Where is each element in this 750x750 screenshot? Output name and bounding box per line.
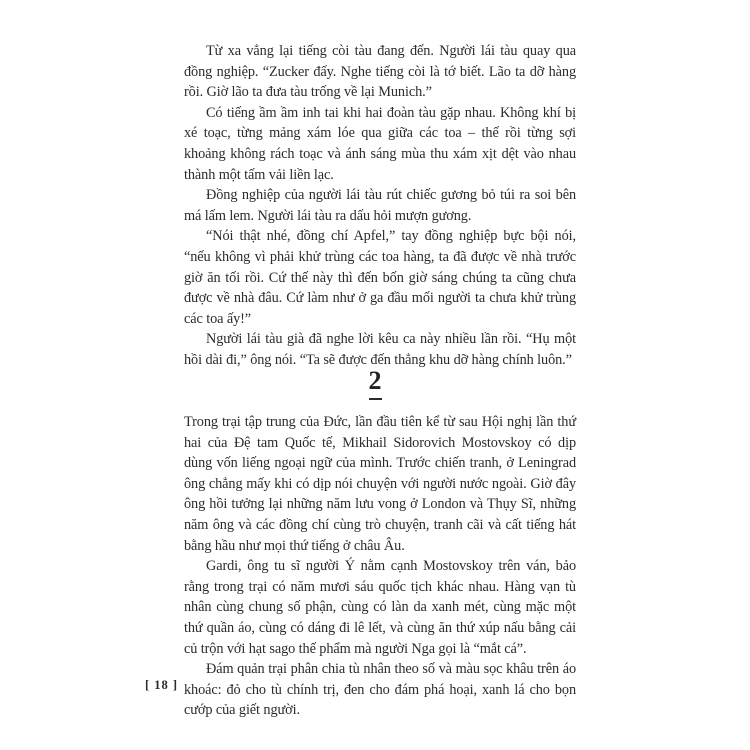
paragraph: Người lái tàu già đã nghe lời kêu ca này nhiều lần rồi. “Hụ một hồi dài đi,” ông nói. “Ta sẽ được đến thẳng khu dỡ hàng chính luôn.” (184, 331, 576, 368)
paragraph: Đồng nghiệp của người lái tàu rút chiếc gương bỏ túi ra soi bên má lấm lem. Người lái tàu ra dấu hỏi mượn gương. (184, 187, 576, 224)
paragraph: Gardi, ông tu sĩ người Ý nằm cạnh Mostovskoy trên ván, bảo rằng trong trại có năm mươi sáu quốc tịch khác nhau. Hàng vạn tù nhân cùng chung số phận, cùng có làn da xanh mét, cùng mặc một thứ quần áo, cùng có dáng đi lê lết, và cùng ăn thứ xúp nấu bằng cải củ trộn với hạt sago thế phẩm mà người Nga gọi là “mắt cá”. (184, 558, 576, 657)
paragraph: Từ xa vẳng lại tiếng còi tàu đang đến. Người lái tàu quay qua đồng nghiệp. “Zucker đấy. Nghe tiếng còi là tớ biết. Lão ta dỡ hàng rồi. Giờ lão ta đưa tàu trống về lại Munich.” (184, 43, 576, 101)
paragraph: Có tiếng ầm ầm inh tai khi hai đoàn tàu gặp nhau. Không khí bị xé toạc, từng mảng xám lóe qua giữa các toa – thế rồi từng sợi khoảng không rách toạc và ánh sáng mùa thu xám xịt dệt vào nhau thành một tấm vải liền lạc. (184, 104, 576, 183)
page-number: [ 18 ] (145, 678, 179, 692)
bottom-text-block (184, 412, 576, 721)
paragraph: Trong trại tập trung của Đức, lần đầu tiên kể từ sau Hội nghị lần thứ hai của Đệ tam Quốc tế, Mikhail Sidorovich Mostovskoy có dịp dùng vốn liếng ngoại ngữ của mình. Trước chiến tranh, ở Leningrad ông chẳng mấy khi có dịp nói chuyện với người nước ngoài. Giờ đây ông hồi tưởng lại những năm lưu vong ở London và Thụy Sĩ, những năm ông và các đồng chí cùng trò chuyện, tranh cãi và cất tiếng hát bằng hầu như mọi thứ tiếng ở châu Âu. (184, 414, 576, 554)
top-text-block (184, 41, 576, 371)
chapter-number: 2 (369, 368, 382, 400)
paragraph: “Nói thật nhé, đồng chí Apfel,” tay đồng nghiệp bực bội nói, “nếu không vì phải khử trùng các toa hàng, ta đã được về nhà trước giờ ăn tối rồi. Cứ thế này thì đến bốn giờ sáng chúng ta cũng chưa được về nhà đâu. Cứ làm như ở ga đầu mối người ta chưa khử trùng các toa ấy!” (184, 228, 576, 327)
chapter-heading (0, 368, 750, 400)
paragraph: Đám quản trại phân chia tù nhân theo số và màu sọc khâu trên áo khoác: đỏ cho tù chính trị, đen cho đám phá hoại, xanh lá cho bọn cướp của giết người. (184, 661, 576, 719)
